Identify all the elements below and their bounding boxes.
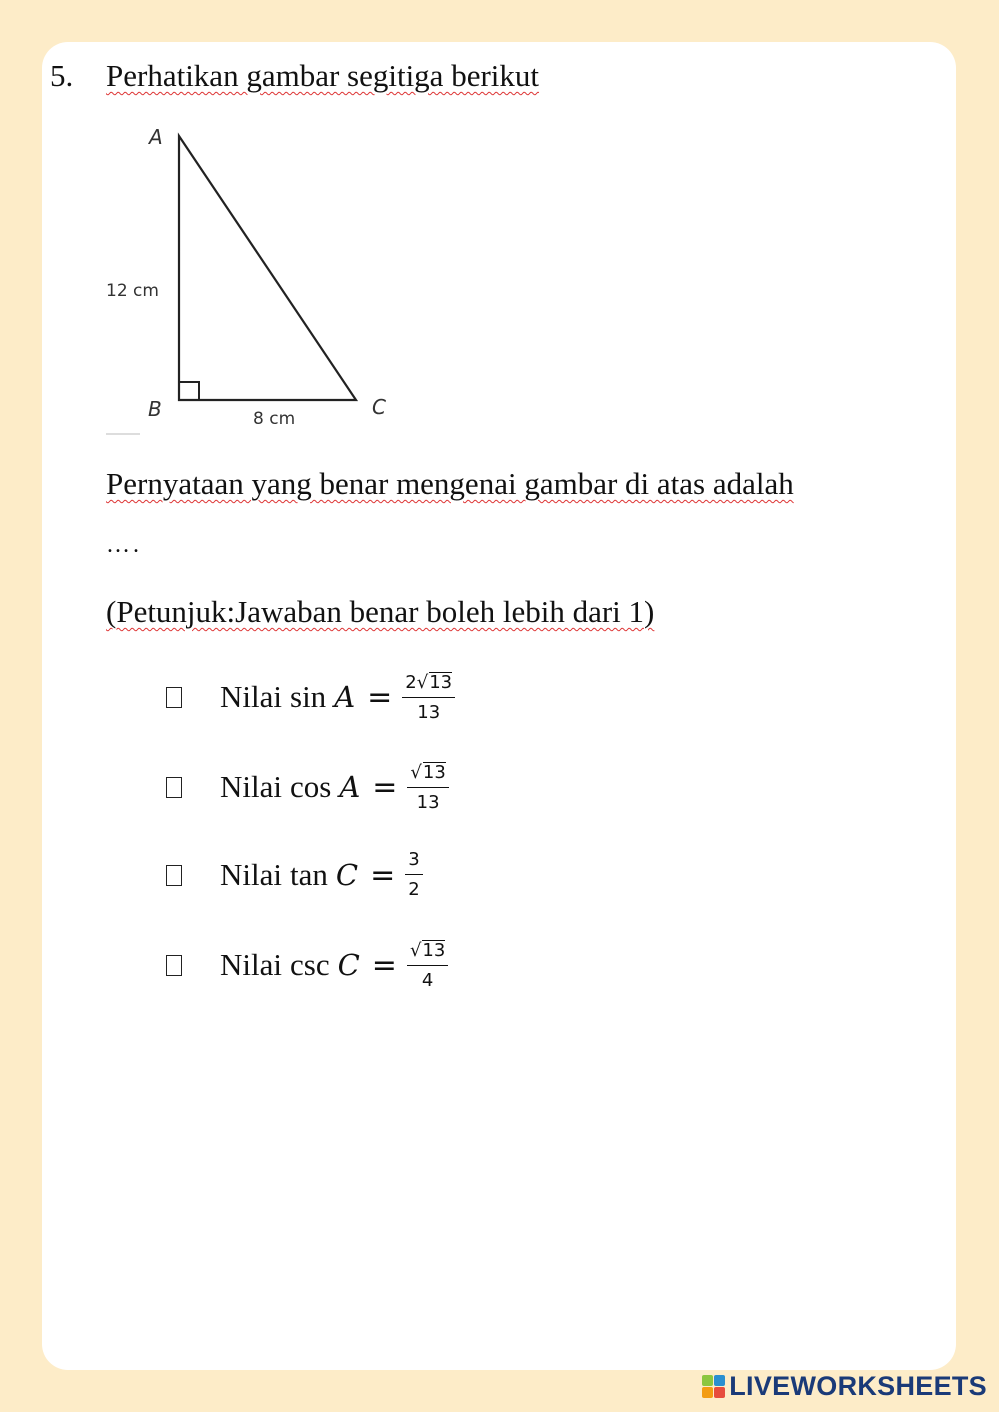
option-prefix: Nilai <box>220 857 282 892</box>
numerator-coefficient: 2 <box>405 672 417 693</box>
question-number: 5. <box>50 58 74 93</box>
fraction-numerator: √13 <box>407 762 448 788</box>
option-csc-c[interactable] <box>162 930 448 1000</box>
logo-icon <box>702 1375 725 1398</box>
logo-text: LIVEWORKSHEETS <box>729 1371 987 1401</box>
option-checkbox[interactable] <box>166 687 182 708</box>
vertex-c-label: C <box>372 395 386 419</box>
answer-blank: …. <box>106 532 142 558</box>
equals-sign: = <box>371 947 397 983</box>
radicand: 13 <box>422 762 446 783</box>
option-function: csc <box>290 947 330 982</box>
question-statement <box>106 466 794 502</box>
logo-square-1 <box>702 1375 713 1386</box>
logo-square-3 <box>702 1387 713 1398</box>
option-fraction <box>402 672 455 722</box>
fraction-denominator: 13 <box>417 702 441 723</box>
side-bc-label: 8 cm <box>253 409 296 429</box>
fraction-denominator: 2 <box>408 879 420 900</box>
vertex-b-label: B <box>148 397 162 421</box>
right-angle-marker <box>179 382 199 400</box>
fraction-denominator: 4 <box>421 970 434 991</box>
triangle-shape <box>179 136 356 400</box>
option-variable: C <box>335 858 359 892</box>
triangle-figure <box>100 118 400 440</box>
radicand: 13 <box>429 672 453 693</box>
equals-sign: = <box>367 679 393 715</box>
option-function: cos <box>290 769 332 804</box>
statement-text: Pernyataan yang benar mengenai gambar di atas adalah <box>106 466 794 501</box>
option-sin-a[interactable] <box>162 662 455 732</box>
fraction-numerator: 2√13 <box>402 672 455 698</box>
option-fraction <box>407 940 448 990</box>
side-ab-label: 12 cm <box>106 281 159 301</box>
option-variable: A <box>339 770 361 804</box>
option-cos-a[interactable] <box>162 752 449 822</box>
fraction-denominator: 13 <box>416 792 440 813</box>
liveworksheets-logo <box>702 1371 987 1402</box>
option-tan-c[interactable] <box>162 840 423 910</box>
option-checkbox[interactable] <box>166 865 182 886</box>
option-function: sin <box>290 679 327 714</box>
logo-square-4 <box>714 1387 725 1398</box>
question-hint: (Petunjuk:Jawaban benar boleh lebih dari 1) <box>106 594 655 629</box>
option-variable: A <box>334 680 356 714</box>
option-prefix: Nilai <box>220 769 282 804</box>
option-prefix: Nilai <box>220 947 282 982</box>
option-checkbox[interactable] <box>166 955 182 976</box>
question-title: Perhatikan gambar segitiga berikut <box>106 58 540 93</box>
option-prefix: Nilai <box>220 679 282 714</box>
fraction-numerator: 3 <box>405 851 422 875</box>
option-fraction <box>405 851 422 899</box>
option-fraction <box>407 762 448 812</box>
option-checkbox[interactable] <box>166 777 182 798</box>
fraction-numerator: √13 <box>407 940 448 966</box>
triangle-diagram <box>100 118 400 440</box>
vertex-a-label: A <box>149 125 163 149</box>
equals-sign: = <box>372 769 398 805</box>
equals-sign: = <box>370 857 396 893</box>
option-function: tan <box>290 857 328 892</box>
option-variable: C <box>337 948 360 982</box>
radicand: 13 <box>422 940 446 961</box>
logo-square-2 <box>714 1375 725 1386</box>
